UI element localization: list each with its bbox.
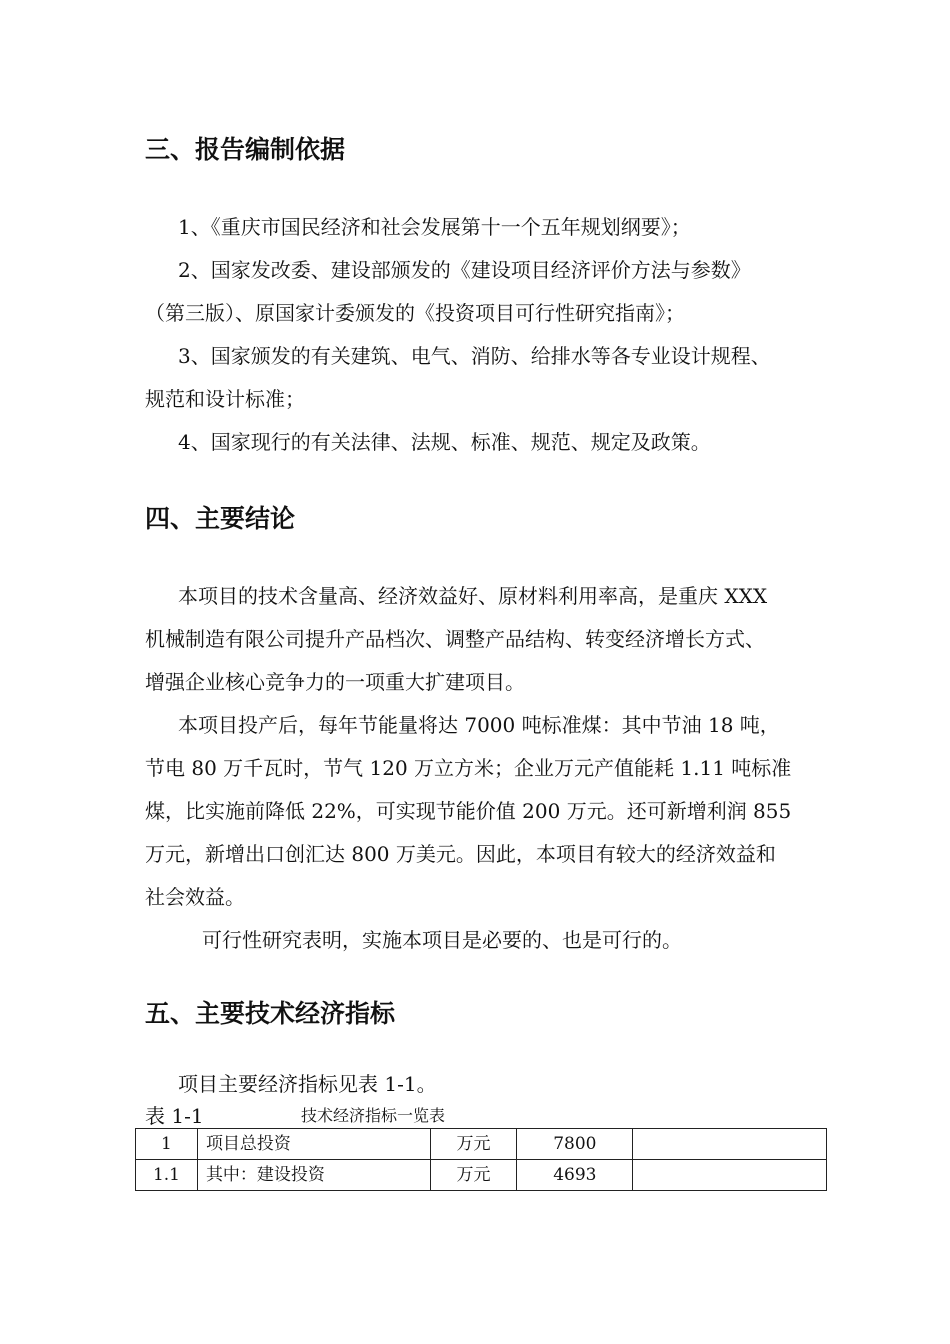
row-unit: 万元	[430, 1160, 517, 1191]
row-value: 4693	[517, 1160, 633, 1191]
conclusion-line-4: 本项目投产后，每年节能量将达 7000 吨标准煤：其中节油 18 吨，	[178, 713, 780, 737]
section-heading-basis: 三、报告编制依据	[145, 135, 346, 164]
table-label: 表 1-1	[145, 1104, 204, 1128]
row-note	[633, 1160, 827, 1191]
row-number: 1	[136, 1129, 198, 1160]
basis-item-3: 3、国家颁发的有关建筑、电气、消防、给排水等各专业设计规程、	[178, 344, 771, 368]
conclusion-line-3: 增强企业核心竞争力的一项重大扩建项目。	[145, 670, 525, 694]
basis-item-3-cont: 规范和设计标准；	[145, 387, 305, 411]
conclusion-line-7: 万元，新增出口创汇达 800 万美元。因此，本项目有较大的经济效益和	[145, 842, 776, 866]
row-item: 其中：建设投资	[197, 1160, 430, 1191]
conclusion-line-1: 本项目的技术含量高、经济效益好、原材料利用率高，是重庆 XXX	[178, 584, 768, 608]
section-heading-indicators: 五、主要技术经济指标	[145, 999, 396, 1028]
conclusion-line-9: 可行性研究表明，实施本项目是必要的、也是可行的。	[202, 928, 682, 952]
section-heading-conclusion: 四、主要结论	[145, 504, 296, 533]
row-value: 7800	[517, 1129, 633, 1160]
conclusion-line-5: 节电 80 万千瓦时，节气 120 万立方米；企业万元产值能耗 1.11 吨标准	[145, 756, 792, 780]
row-number: 1.1	[136, 1160, 198, 1191]
indicators-table	[135, 1128, 827, 1191]
basis-item-4: 4、国家现行的有关法律、法规、标准、规范、规定及政策。	[178, 430, 711, 454]
conclusion-line-6: 煤，比实施前降低 22%，可实现节能价值 200 万元。还可新增利润 855	[145, 799, 792, 823]
basis-item-1: 1、《重庆市国民经济和社会发展第十一个五年规划纲要》；	[178, 215, 691, 239]
conclusion-line-2: 机械制造有限公司提升产品档次、调整产品结构、转变经济增长方式、	[145, 627, 765, 651]
row-note	[633, 1129, 827, 1160]
row-unit: 万元	[430, 1129, 517, 1160]
table-row	[136, 1129, 827, 1160]
basis-item-2: 2、国家发改委、建设部颁发的《建设项目经济评价方法与参数》	[178, 258, 751, 282]
table-title: 技术经济指标一览表	[301, 1106, 446, 1125]
table-row	[136, 1160, 827, 1191]
conclusion-line-8: 社会效益。	[145, 885, 245, 909]
row-item: 项目总投资	[197, 1129, 430, 1160]
basis-item-2-cont: （第三版）、原国家计委颁发的《投资项目可行性研究指南》；	[145, 301, 685, 325]
indicators-intro: 项目主要经济指标见表 1-1。	[178, 1072, 437, 1096]
